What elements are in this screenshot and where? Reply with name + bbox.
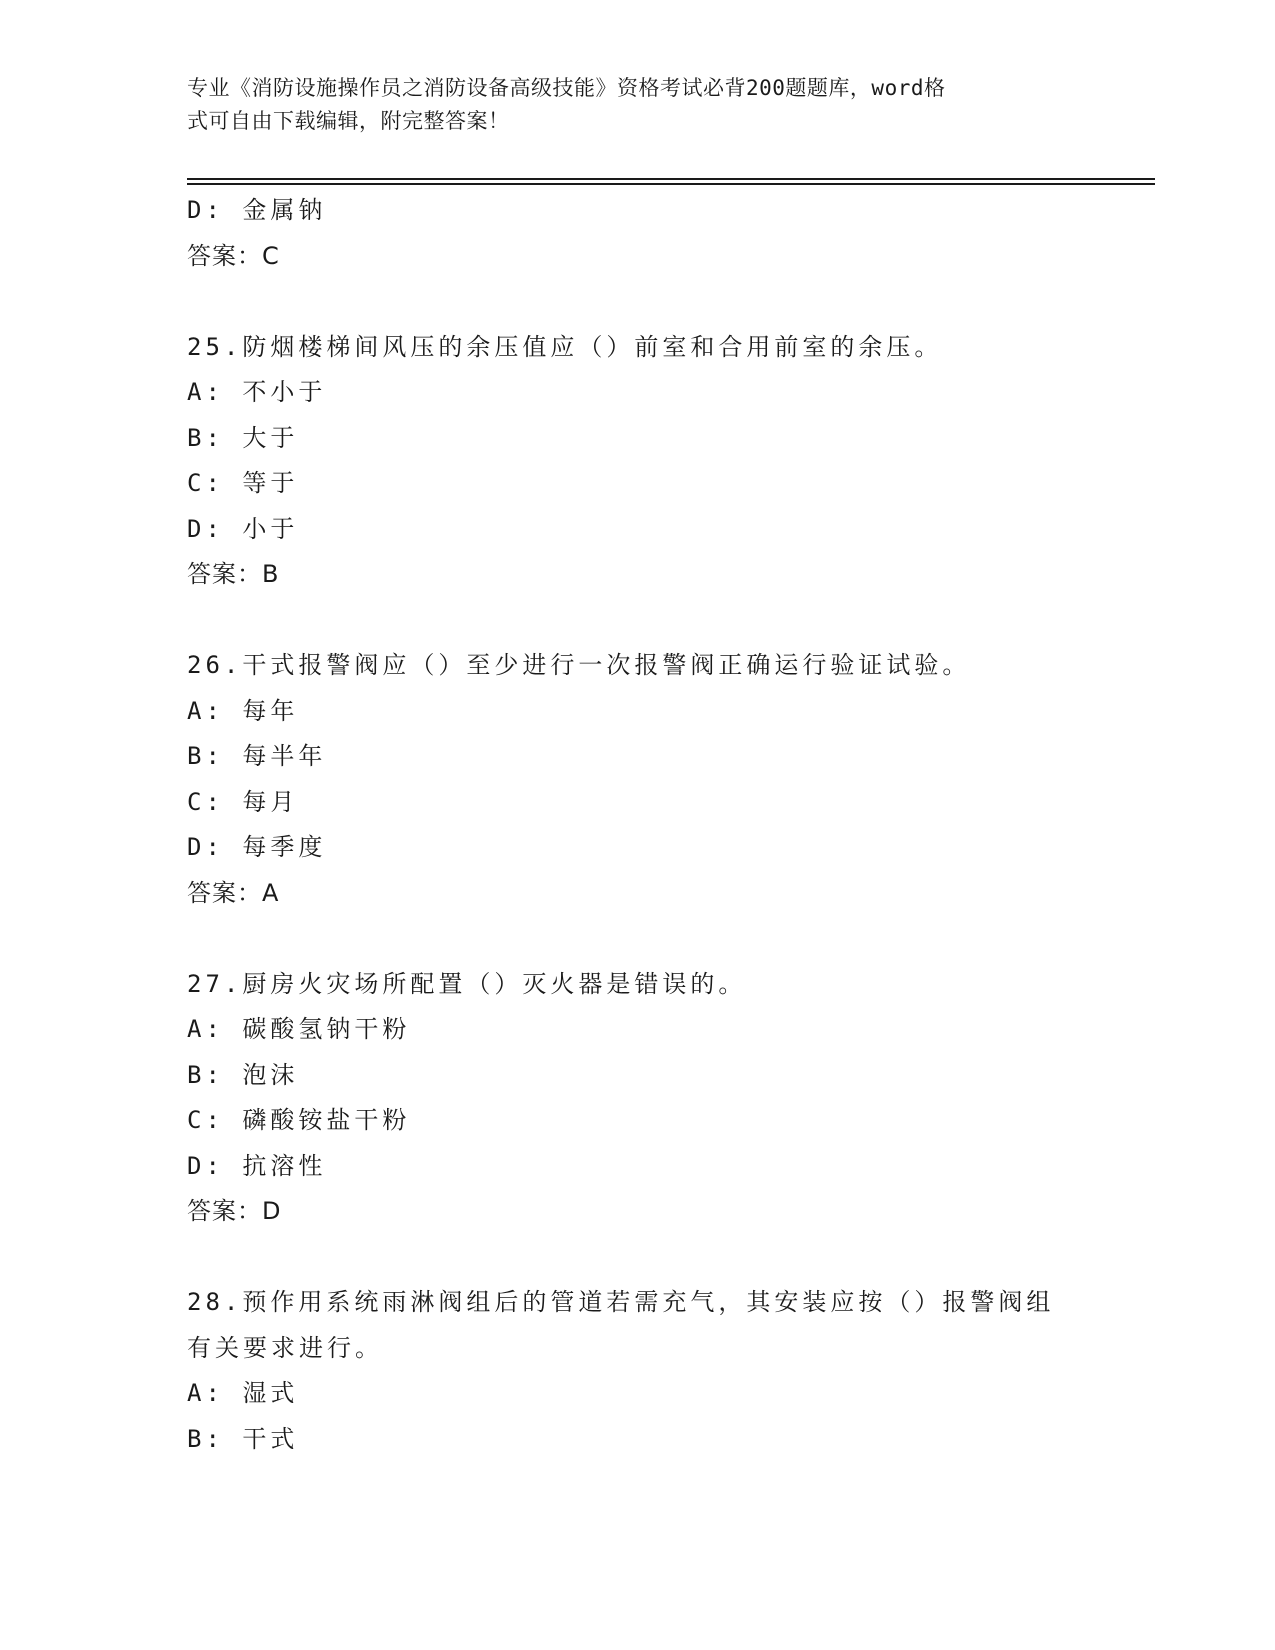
option-b: B: 干式 xyxy=(187,1424,299,1453)
option-c: C: 磷酸铵盐干粉 xyxy=(187,1106,411,1134)
option-c: C: 等于 xyxy=(187,469,299,497)
option-d: D: 抗溶性 xyxy=(187,1151,327,1180)
header-divider-bottom xyxy=(187,183,1155,185)
option-a: A: 不小于 xyxy=(187,378,327,406)
option-d: D: 每季度 xyxy=(187,833,327,861)
answer-line: 答案：C xyxy=(187,241,280,270)
header-line-2: 式可自由下载编辑，附完整答案！ xyxy=(187,109,510,133)
question-content xyxy=(187,188,1155,1462)
question-27: 27.厨房火灾场所配置（）灭火器是错误的。 xyxy=(187,969,747,998)
question-28-continued: 有关要求进行。 xyxy=(187,1333,383,1362)
header-divider-top xyxy=(187,178,1155,180)
header-line-1: 专业《消防设施操作员之消防设备高级技能》资格考试必背200题题库，word格 xyxy=(187,76,946,100)
option-b: B: 泡沫 xyxy=(187,1060,299,1089)
spacer xyxy=(187,598,1155,644)
document-header xyxy=(187,72,1067,138)
answer-line: 答案：A xyxy=(187,878,280,907)
option-a: A: 碳酸氢钠干粉 xyxy=(187,1015,411,1043)
spacer xyxy=(187,279,1155,325)
option-b: B: 每半年 xyxy=(187,742,327,770)
option-a: A: 湿式 xyxy=(187,1379,299,1407)
spacer xyxy=(187,1235,1155,1281)
option-c: C: 每月 xyxy=(187,787,299,816)
answer-line: 答案：D xyxy=(187,1197,282,1225)
option-d: D: 金属钠 xyxy=(187,196,327,224)
option-d: D: 小于 xyxy=(187,514,299,543)
option-b: B: 大于 xyxy=(187,423,299,452)
spacer xyxy=(187,916,1155,962)
question-25: 25.防烟楼梯间风压的余压值应（）前室和合用前室的余压。 xyxy=(187,332,943,361)
answer-line: 答案：B xyxy=(187,560,280,588)
question-28: 28.预作用系统雨淋阀组后的管道若需充气，其安装应按（）报警阀组 xyxy=(187,1288,1055,1316)
question-26: 26.干式报警阀应（）至少进行一次报警阀正确运行验证试验。 xyxy=(187,651,971,679)
option-a: A: 每年 xyxy=(187,696,299,725)
